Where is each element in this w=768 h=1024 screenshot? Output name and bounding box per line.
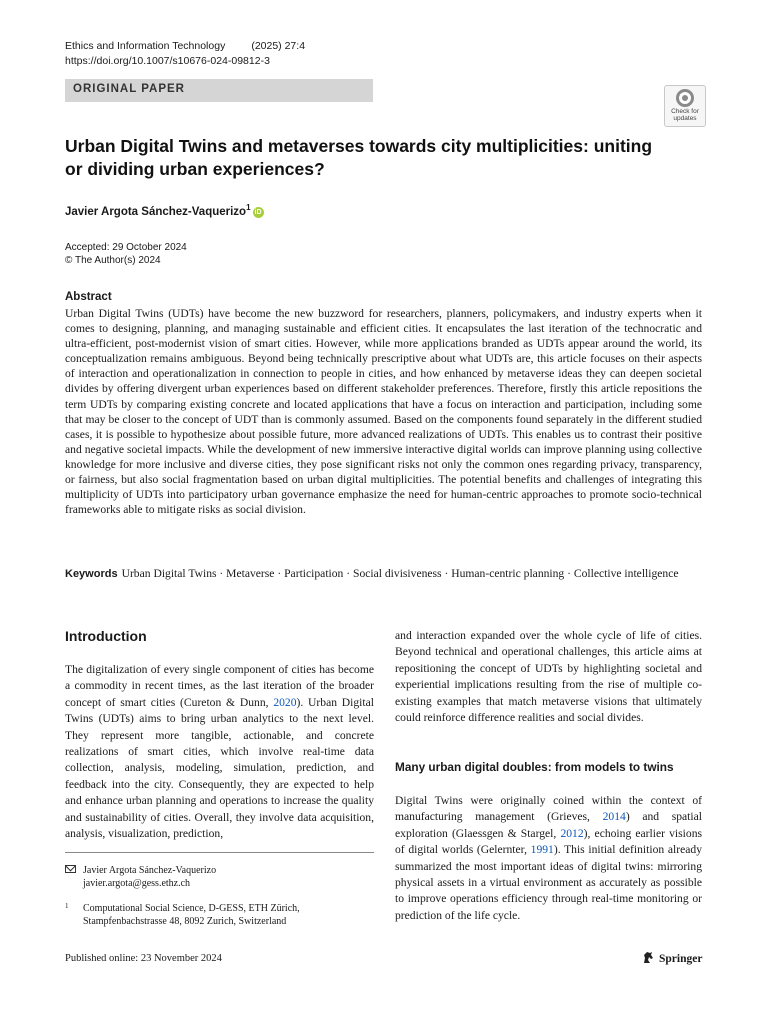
introduction-paragraph-1 [65, 662, 374, 842]
check-updates-line2: updates [673, 115, 697, 122]
article-type-label: ORIGINAL PAPER [73, 83, 185, 95]
accepted-date: Accepted: 29 October 2024 [65, 242, 187, 253]
section-text: ) and spatial exploration (Glaessgen & Stargel, [395, 810, 702, 840]
author-line [65, 203, 264, 218]
correspondence-footnote [65, 864, 216, 890]
section-heading: Many urban digital doubles: from models to twins [395, 760, 674, 774]
citation-link[interactable]: 2014 [602, 810, 626, 824]
affiliation-footnote [65, 902, 300, 928]
envelope-icon [65, 865, 76, 873]
abstract-heading: Abstract [65, 291, 112, 303]
intro-text: ). Urban Digital Twins (UDTs) aims to bring urban analytics to the next level. They represent more tangible, actionable, and concrete realizations of smart cities, which involve real-time data collection, analysis, modeling, simulation, prediction, and feedback into the city. Consequently, they are expected to help and enhance urban planning and operations to increase the quality and sustainability of cities. Overall, they involve data acquisition, analysis, visualization, prediction, [65, 695, 374, 841]
journal-volume: (2025) 27:4 [251, 40, 306, 52]
intro-text: The digitalization of every single component of cities has become a commodity in recent times, as the last iteration of the broader concept of smart cities (Cureton & Dunn, [65, 663, 374, 709]
affiliation-line: Computational Social Science, D-GESS, ETH Zürich, [83, 903, 300, 914]
article-type-banner [65, 79, 373, 102]
check-updates-line1: Check for [671, 108, 699, 115]
journal-name: Ethics and Information Technology [65, 40, 226, 52]
check-updates-icon [676, 89, 694, 107]
springer-horse-icon [642, 951, 654, 964]
introduction-paragraph-2: and interaction expanded over the whole cycle of life of cities. Beyond technical and operational challenges, this article aims at repositioning the concept of UDTs by highlighting societal and experiential implications resulting from the rise of multiple co-existing examples that match metaverse visions that ultimately could reinforce difference realities and social divides. [395, 629, 702, 725]
copyright-notice: © The Author(s) 2024 [65, 255, 161, 266]
correspondence-email[interactable]: javier.argota@gess.ethz.ch [83, 878, 191, 889]
section-text: ). This initial definition already summarized the most important ideas of digital twins: mirroring physical assets in a virtual environment as accurately as possible to improve operations efficiency through real-time monitoring or prediction of the life cycle. [395, 843, 702, 922]
affiliation-line: Stampfenbachstrasse 48, 8092 Zurich, Switzerland [83, 916, 287, 927]
affiliation-number: 1 [65, 902, 69, 910]
journal-info [65, 40, 305, 52]
publisher-logo [642, 951, 702, 965]
orcid-icon[interactable]: iD [254, 208, 262, 216]
citation-link[interactable]: 2012 [560, 826, 584, 840]
author-name[interactable]: Javier Argota Sánchez-Vaquerizo [65, 205, 247, 218]
publisher-name: Springer [659, 953, 703, 965]
citation-link[interactable]: 1991 [530, 843, 554, 857]
paper-title: Urban Digital Twins and metaverses towards city multiplicities: uniting or dividing urban experiences? [65, 136, 653, 179]
article-dates [65, 241, 187, 267]
keywords-list: Urban Digital Twins · Metaverse · Participation · Social divisiveness · Human-centric planning · Collective intelligence [121, 567, 679, 580]
section-paragraph [395, 793, 702, 924]
abstract-text: Urban Digital Twins (UDTs) have become the new buzzword for researchers, planners, policymakers, and industry experts when it comes to designing, planning, and managing sustainable and efficient cities. It encapsulates the last iteration of the technocratic and ultra-efficient, post-modernist vision of smart cities. However, while more applications branded as UDTs appear around the world, its conceptualization remains ambiguous. Beyond being technically prescriptive about what UDTs are, this article focuses on their aspects of interaction and operationalization in connection to people in cities, and how enhanced by metaverse ideas they can deepen societal divides by offering divergent urban experiences based on different stakeholder preferences. Therefore, firstly this article repositions the term UDTs by comparing existing concrete and located applications that have a focus on interaction and participation, including some that may be closer to the concept of UDT than is commonly assumed. Based on the components found separately in the different studied cases, it is possible to hypothesize about possible future, more advanced realizations of UDTs. This enables us to contrast their positive and negative societal impacts. While the development of new immersive interactive digital worlds can improve planning using collective knowledge for more inclusive and diverse cities, they pose significant risks not only the common ones regarding privacy, transparency, or fairness, but also social fragmentation based on urban digital multiplicities. The potential benefits and challenges of integrating this multiplicity of UDTs into participatory urban governance emphasize the need for human-centric approaches to promote socio-technical frameworks able to mitigate risks as social division. [65, 307, 702, 517]
introduction-heading: Introduction [65, 628, 147, 644]
keywords [65, 566, 702, 583]
check-for-updates-button[interactable] [664, 85, 706, 127]
section-text: Digital Twins were originally coined within the context of manufacturing management (Grieves, [395, 794, 702, 824]
correspondence-name: Javier Argota Sánchez-Vaquerizo [83, 865, 217, 876]
doi-link[interactable]: https://doi.org/10.1007/s10676-024-09812-3 [65, 55, 270, 67]
published-date: Published online: 23 November 2024 [65, 953, 222, 964]
footnote-divider [65, 852, 374, 853]
section-text: ), echoing earlier visions of digital worlds (Gelernter, [395, 826, 702, 857]
citation-link[interactable]: 2020 [273, 695, 297, 709]
keywords-label: Keywords [65, 568, 118, 580]
author-affiliation-mark: 1 [246, 203, 251, 212]
